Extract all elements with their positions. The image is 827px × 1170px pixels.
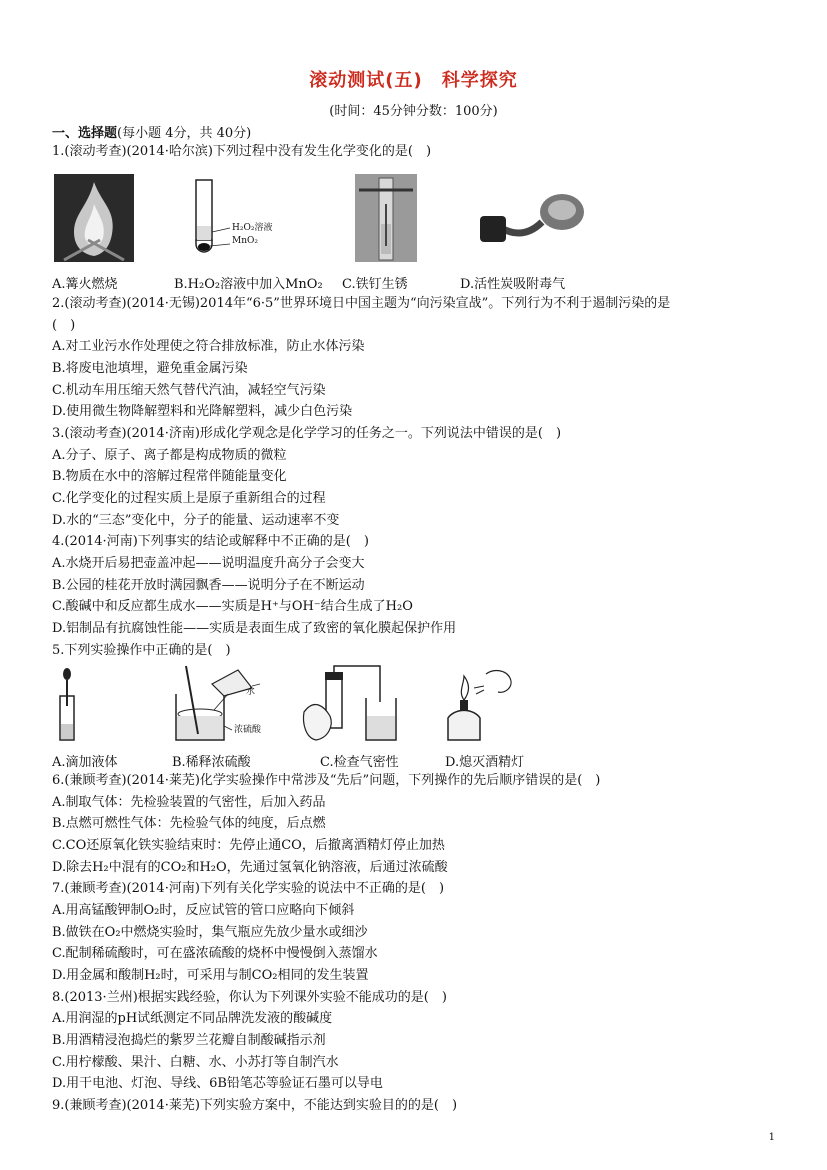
option-8b: B.用酒精浸泡捣烂的紫罗兰花瓣自制酸碱指示剂 bbox=[52, 1033, 326, 1048]
option-7c: C.配制稀硫酸时，可在盛浓硫酸的烧杯中慢慢倒入蒸馏水 bbox=[52, 946, 378, 961]
question-3-stem: 3.(滚动考查)(2014·济南)形成化学观念是化学学习的任务之一。下列说法中错误的是( ) bbox=[52, 426, 562, 441]
option-6c: C.CO还原氧化铁实验结束时：先停止通CO，后撤离酒精灯停止加热 bbox=[52, 838, 445, 853]
figure-label-acid: 浓硫酸 bbox=[234, 725, 262, 735]
option-8a: A.用润湿的pH试纸测定不同品牌洗发液的酸碱度 bbox=[52, 1011, 333, 1026]
question-8-stem: 8.(2013·兰州)根据实践经验，你认为下列课外实验不能成功的是( ) bbox=[52, 990, 447, 1005]
nail-rust-image bbox=[355, 174, 417, 262]
option-8c: C.用柠檬酸、果汁、白糖、水、小苏打等自制汽水 bbox=[52, 1055, 339, 1070]
option-7a: A.用高锰酸钾制O₂时，反应试管的管口应略向下倾斜 bbox=[52, 903, 355, 918]
question-5-stem: 5.下列实验操作中正确的是( ) bbox=[52, 643, 231, 658]
extinguish-lamp-diagram bbox=[434, 666, 524, 744]
section-heading bbox=[52, 122, 251, 141]
option-4d: D.铝制品有抗腐蚀性能——实质是表面生成了致密的氧化膜起保护作用 bbox=[52, 621, 457, 636]
test-tube-diagram bbox=[190, 178, 273, 260]
figure-label-mno2: MnO₂ bbox=[232, 236, 258, 246]
option-3a: A.分子、原子、离子都是构成物质的微粒 bbox=[52, 448, 287, 463]
question-7-stem: 7.(兼顾考查)(2014·河南)下列有关化学实验的说法中不正确的是( ) bbox=[52, 881, 445, 896]
option-7d: D.用金属和酸制H₂时，可采用与制CO₂相同的发生装置 bbox=[52, 968, 369, 983]
section-label: 一、选择题 bbox=[52, 126, 118, 141]
option-5d: D.熄灭酒精灯 bbox=[445, 755, 525, 770]
option-3d: D.水的“三态”变化中，分子的能量、运动速率不变 bbox=[52, 513, 340, 528]
option-1b: B.H₂O₂溶液中加入MnO₂ bbox=[174, 277, 323, 292]
question-1-stem: 1.(滚动考查)(2014·哈尔滨)下列过程中没有发生化学变化的是( ) bbox=[52, 144, 432, 159]
airtightness-diagram bbox=[300, 662, 400, 746]
question-6-stem: 6.(兼顾考查)(2014·莱芜)化学实验操作中常涉及“先后”问题，下列操作的先后顺序错误的是( ) bbox=[52, 773, 601, 788]
question-9-stem: 9.(兼顾考查)(2014·莱芜)下列实验方案中，不能达到实验目的的是( ) bbox=[52, 1098, 458, 1113]
dropper-diagram bbox=[54, 666, 80, 744]
option-6b: B.点燃可燃性气体：先检验气体的纯度，后点燃 bbox=[52, 816, 326, 831]
figure-label-water: 水 bbox=[246, 687, 256, 697]
dilution-diagram bbox=[168, 664, 278, 746]
option-3c: C.化学变化的过程实质上是原子重新组合的过程 bbox=[52, 491, 326, 506]
page-title: 滚动测试(五) 科学探究 bbox=[309, 70, 518, 91]
option-4c: C.酸碱中和反应都生成水——实质是H⁺与OH⁻结合生成了H₂O bbox=[52, 599, 413, 614]
option-4a: A.水烧开后易把壶盖冲起——说明温度升高分子会变大 bbox=[52, 556, 365, 571]
option-2c: C.机动车用压缩天然气替代汽油，减轻空气污染 bbox=[52, 383, 326, 398]
question-2-stem-cont: ( ) bbox=[52, 318, 76, 333]
option-7b: B.做铁在O₂中燃烧实验时，集气瓶应先放少量水或细沙 bbox=[52, 925, 368, 940]
option-1d: D.活性炭吸附毒气 bbox=[460, 277, 566, 292]
option-2d: D.使用微生物降解塑料和光降解塑料，减少白色污染 bbox=[52, 404, 353, 419]
option-5c: C.检查气密性 bbox=[320, 755, 399, 770]
question-2-stem: 2.(滚动考查)(2014·无锡)2014年“6·5”世界环境日中国主题为“向污染宣战”。下列行为不利于遏制污染的是 bbox=[52, 296, 671, 311]
option-5b: B.稀释浓硫酸 bbox=[172, 755, 251, 770]
option-2b: B.将废电池填埋，避免重金属污染 bbox=[52, 361, 248, 376]
bonfire-image bbox=[54, 174, 134, 262]
page-number: 1 bbox=[768, 1132, 775, 1143]
exam-info: (时间：45分钟分数：100分) bbox=[329, 104, 498, 119]
option-1a: A.篝火燃烧 bbox=[52, 277, 118, 292]
gas-mask-image bbox=[476, 188, 588, 250]
option-3b: B.物质在水中的溶解过程常伴随能量变化 bbox=[52, 469, 287, 484]
option-6a: A.制取气体：先检验装置的气密性，后加入药品 bbox=[52, 795, 326, 810]
option-1c: C.铁钉生锈 bbox=[342, 277, 408, 292]
figure-label-h2o2: H₂O₂溶液 bbox=[232, 223, 273, 233]
question-4-stem: 4.(2014·河南)下列事实的结论或解释中不正确的是( ) bbox=[52, 534, 369, 549]
option-4b: B.公园的桂花开放时满园飘香——说明分子在不断运动 bbox=[52, 578, 365, 593]
option-8d: D.用干电池、灯泡、导线、6B铅笔芯等验证石墨可以导电 bbox=[52, 1076, 383, 1091]
option-5a: A.滴加液体 bbox=[52, 755, 118, 770]
option-2a: A.对工业污水作处理使之符合排放标准，防止水体污染 bbox=[52, 339, 365, 354]
option-6d: D.除去H₂中混有的CO₂和H₂O，先通过氢氧化钠溶液，后通过浓硫酸 bbox=[52, 860, 448, 875]
section-note: (每小题 4分，共 40分) bbox=[117, 126, 252, 141]
